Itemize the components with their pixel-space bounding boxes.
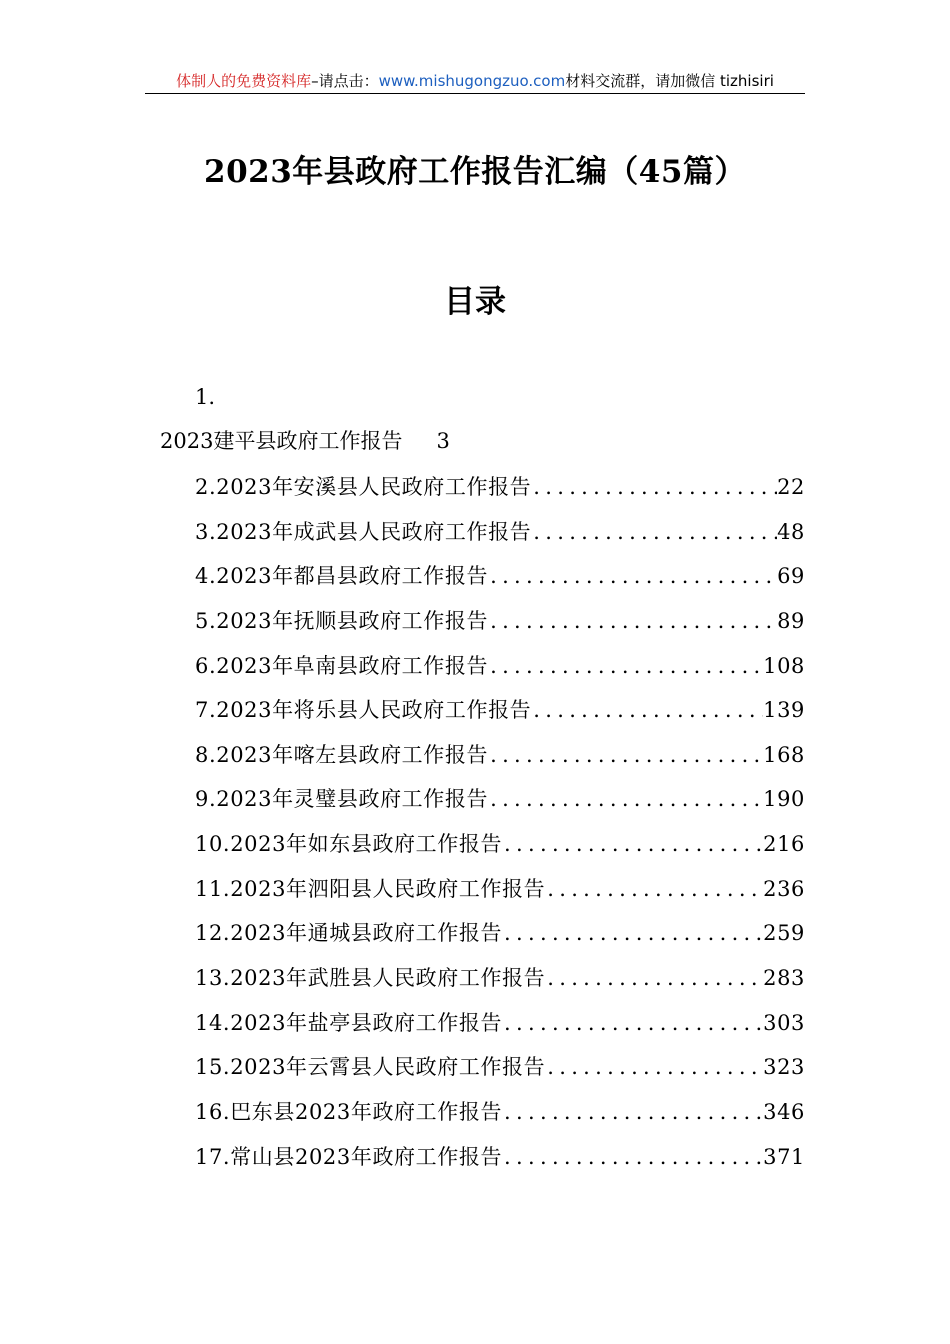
- toc-item-page-number[interactable]: 69: [777, 564, 805, 589]
- toc-item[interactable]: [195, 472, 805, 517]
- toc-item-page-number[interactable]: 283: [763, 966, 805, 991]
- toc-item-page-number[interactable]: 48: [777, 519, 805, 544]
- toc-dot-leader: [545, 1052, 763, 1082]
- toc-item-page-number[interactable]: 323: [763, 1055, 805, 1080]
- toc-item-1-page[interactable]: 3: [436, 429, 450, 453]
- toc-item-label[interactable]: 5.2023年抚顺县政府工作报告: [195, 608, 489, 633]
- toc-item-label[interactable]: 9.2023年灵璧县政府工作报告: [195, 787, 489, 812]
- toc-dot-leader: [488, 606, 777, 636]
- toc-item-label[interactable]: 11.2023年泗阳县人民政府工作报告: [195, 876, 546, 901]
- toc-item[interactable]: [195, 918, 805, 963]
- toc-item-label[interactable]: 15.2023年云霄县人民政府工作报告: [195, 1055, 546, 1080]
- toc-item-page-number[interactable]: 22: [777, 475, 805, 499]
- toc-item-label[interactable]: 7.2023年将乐县人民政府工作报告: [195, 698, 532, 723]
- toc-item[interactable]: [195, 874, 805, 919]
- toc-item-label[interactable]: 13.2023年武胜县人民政府工作报告: [195, 966, 546, 991]
- toc-item-page-number[interactable]: 303: [763, 1010, 805, 1035]
- toc-item-label[interactable]: 17.常山县2023年政府工作报告: [195, 1144, 503, 1169]
- toc-dot-leader: [545, 874, 763, 904]
- toc-dot-leader: [488, 651, 763, 681]
- header-site-name[interactable]: 体制人的免费资料库: [176, 72, 312, 90]
- toc-item-page-number[interactable]: 89: [777, 608, 805, 633]
- toc-item-page-number[interactable]: 346: [763, 1099, 805, 1124]
- toc-item[interactable]: [195, 1008, 805, 1053]
- toc-dot-leader: [502, 918, 763, 948]
- toc-item-label[interactable]: 14.2023年盐亭县政府工作报告: [195, 1010, 503, 1035]
- toc-dot-leader: [488, 740, 763, 770]
- toc-item-1[interactable]: [160, 426, 450, 456]
- toc-dot-leader: [502, 1097, 763, 1127]
- toc-item-label[interactable]: 12.2023年通城县政府工作报告: [195, 921, 503, 946]
- toc-item-page-number[interactable]: 236: [763, 876, 805, 901]
- toc-dot-leader: [488, 784, 763, 814]
- header-tail-text: 材料交流群，请加微信 tizhisiri: [565, 72, 774, 90]
- toc-list: [195, 472, 805, 1186]
- document-title: 2023年县政府工作报告汇编（45篇）: [204, 154, 746, 190]
- toc-dot-leader: [545, 963, 763, 993]
- toc-item[interactable]: [195, 963, 805, 1008]
- toc-item[interactable]: [195, 740, 805, 785]
- toc-item[interactable]: [195, 784, 805, 829]
- toc-item-page-number[interactable]: 216: [763, 832, 805, 857]
- toc-item-label[interactable]: 6.2023年阜南县政府工作报告: [195, 653, 489, 678]
- toc-item-page-number[interactable]: 108: [763, 653, 805, 678]
- toc-dot-leader: [531, 517, 777, 547]
- header-divider: [145, 93, 805, 94]
- toc-heading: 目录: [444, 284, 506, 320]
- promo-header: [145, 70, 805, 92]
- toc-item-page-number[interactable]: 139: [763, 698, 805, 723]
- toc-item-page-number[interactable]: 190: [763, 787, 805, 812]
- toc-item[interactable]: [195, 517, 805, 562]
- toc-dot-leader: [488, 561, 777, 591]
- toc-item-label[interactable]: 3.2023年成武县人民政府工作报告: [195, 519, 532, 544]
- toc-item-label[interactable]: 2.2023年安溪县人民政府工作报告: [195, 475, 532, 499]
- toc-dot-leader: [531, 695, 763, 725]
- toc-item[interactable]: [195, 1052, 805, 1097]
- header-click-text: –请点击：: [311, 72, 379, 90]
- toc-dot-leader: [502, 1008, 763, 1038]
- header-url-link[interactable]: www.mishugongzuo.com: [378, 72, 566, 90]
- toc-item-label[interactable]: 16.巴东县2023年政府工作报告: [195, 1099, 503, 1124]
- toc-dot-leader: [531, 472, 777, 502]
- toc-dot-leader: [502, 829, 763, 859]
- toc-dot-leader: [502, 1142, 763, 1172]
- toc-item[interactable]: [195, 651, 805, 696]
- toc-item[interactable]: [195, 695, 805, 740]
- toc-item-page-number[interactable]: 259: [763, 921, 805, 946]
- toc-item[interactable]: [195, 606, 805, 651]
- toc-item-1-number[interactable]: 1.: [195, 385, 216, 409]
- toc-item-label[interactable]: 10.2023年如东县政府工作报告: [195, 832, 503, 857]
- toc-item[interactable]: [195, 1142, 805, 1187]
- toc-item[interactable]: [195, 1097, 805, 1142]
- toc-item-label[interactable]: 8.2023年喀左县政府工作报告: [195, 742, 489, 767]
- toc-item-label[interactable]: 4.2023年都昌县政府工作报告: [195, 564, 489, 589]
- toc-item[interactable]: [195, 829, 805, 874]
- toc-item-1-title[interactable]: 2023建平县政府工作报告: [160, 429, 403, 453]
- toc-item-page-number[interactable]: 168: [763, 742, 805, 767]
- toc-item-page-number[interactable]: 371: [763, 1144, 805, 1169]
- toc-item[interactable]: [195, 561, 805, 606]
